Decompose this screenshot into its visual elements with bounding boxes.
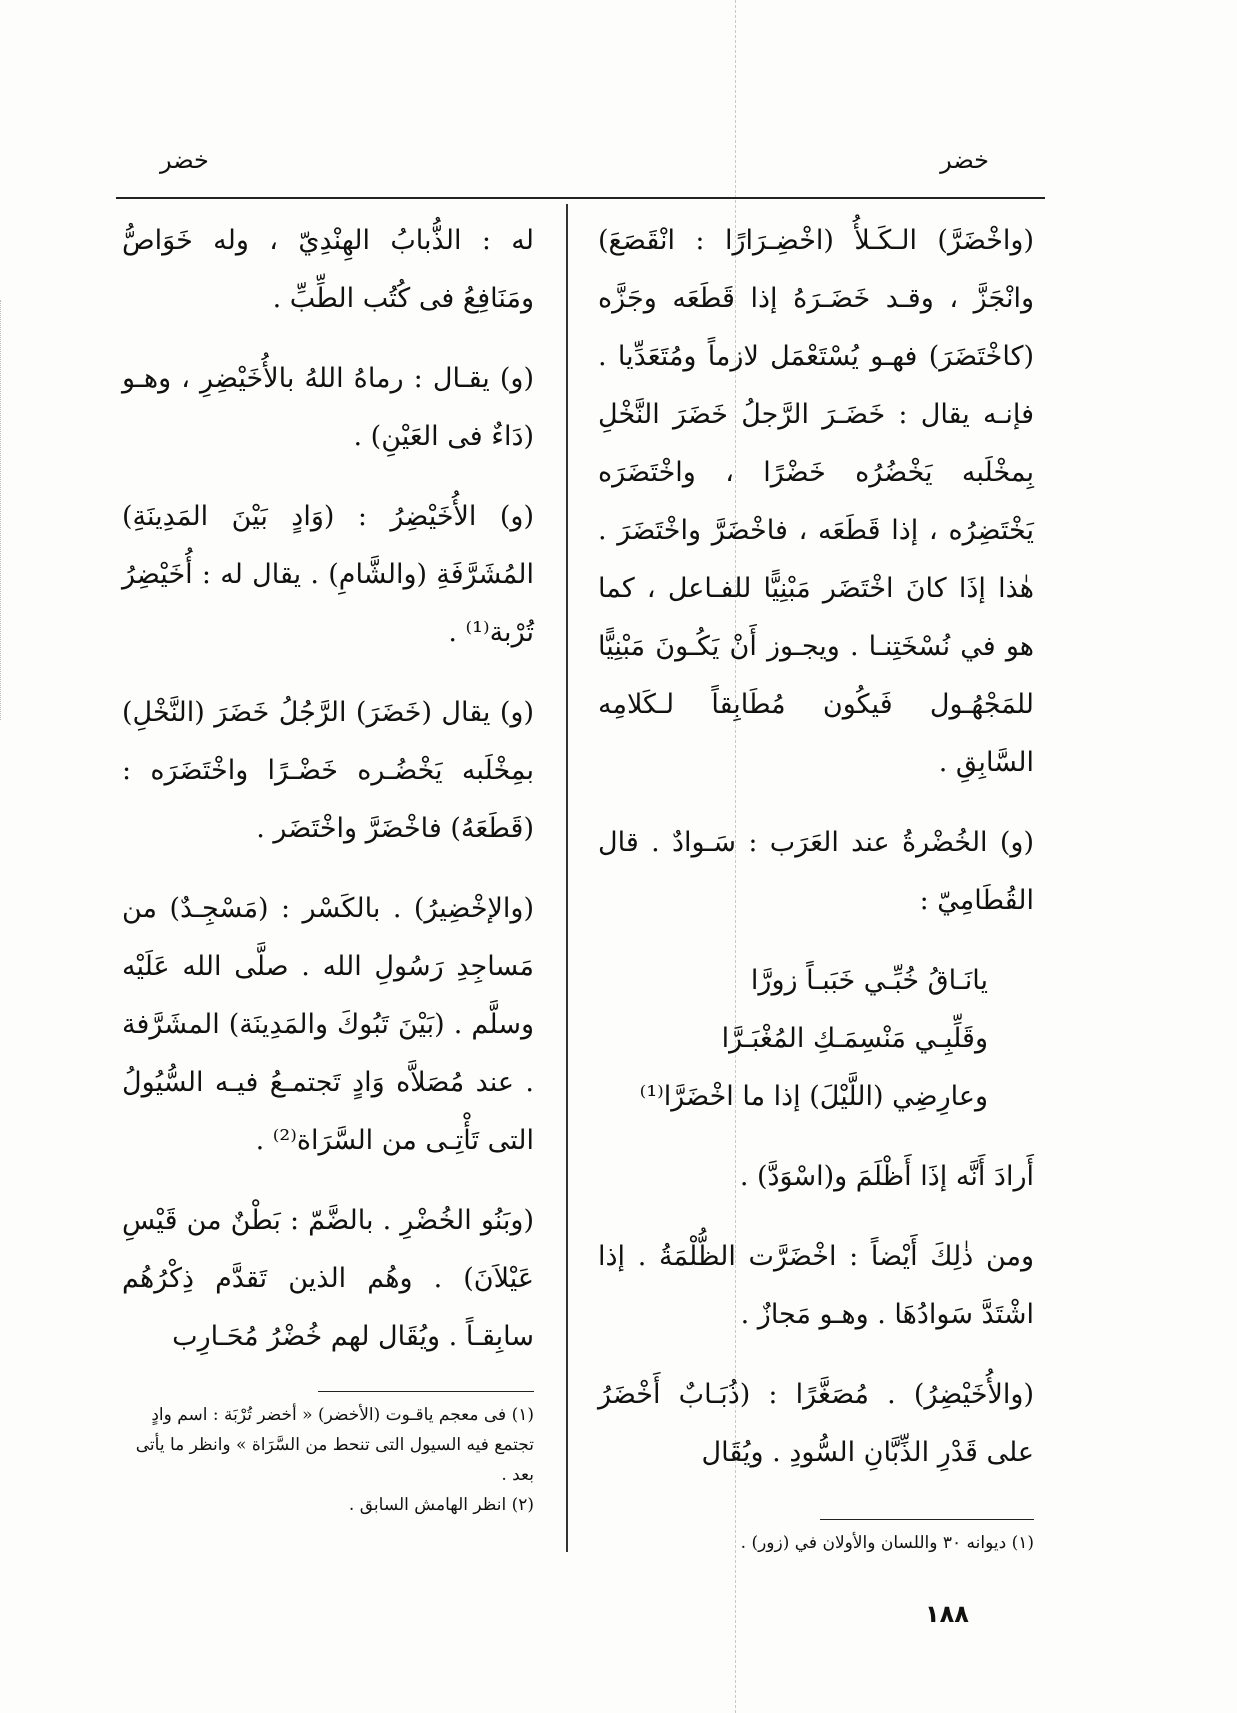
- footnote: (١) ديوانه ٣٠ واللسان والأولان في (زور) .: [740, 1533, 1034, 1553]
- entry-paragraph: (و) الخُضْرةُ عند العَرَب : سَـوادٌ . قال القُطَامِيّ :: [598, 827, 1034, 916]
- entry-paragraph: له : الذُّبابُ الهِنْدِيّ ، وله خَوَاصُّ ومَنَافِعُ فى كُتُب الطِّبِّ .: [122, 225, 534, 314]
- entry-paragraph: (والأُخَيْضِرُ) . مُصَغَّرًا : (ذُبَـابٌ أَخْضَرُ على قَدْرِ الذِّبَّانِ السُّودِ . ويُقَال: [598, 1379, 1034, 1468]
- footnote: (١) فى معجم ياقـوت (الأخضر) « أخضر تُرْبَة : اسم وادٍ تجتمع فيه السيول التى تنحط من السَّرَاة » وانظر ما يأتى بعد .: [135, 1405, 534, 1485]
- entry-paragraph: (واخْضَرَّ) الـكَـلأُ (اخْضِـرَارًا : انْقَصَعَ) وانْجَزَّ ، وقـد خَضَـرَهُ إذا قَطَعَه وجَزَّه (كاخْتَضَرَ) فهـو يُسْتَعْمَل لازماً ومُتَعَدِّيا . فإنـه يقال : خَضَـرَ الرَّجلُ خَضَرَ النَّخْلِ بِمخْلَبه يَخْضُرُه خَضْرًا ، واخْتَضَرَه يَخْتَضِرُه ، إذا قَطَعَه ، فاخْضَرَّ واخْتَضَرَ . هٰذا إذَا كانَ اخْتَضَر مَبْنِيًّا للفـاعل ، كما هو في نُسْخَتِنـا . ويجـوز أَنْ يَكُـونَ مَبْنِيًّا للمَجْهُـول فَيكُون مُطَابِقاً لـكَلامِه السَّابِقِ .: [598, 225, 1034, 778]
- entry-paragraph: (و) الأُخَيْضِرُ : (وَادٍ بَيْنَ المَدِينَةِ) المُشَرَّفَةِ (والشَّامِ) . يقال له : أُخَيْضِرُ تُرْبة⁽¹⁾ .: [122, 501, 534, 648]
- entry-paragraph: أَرادَ أَنَّه إذَا أَظْلَمَ و(اسْوَدَّ) .: [739, 1161, 1034, 1192]
- entry-paragraph: (والإخْضِيرُ) . بالكَسْر : (مَسْجِـدٌ) من مَساجِدِ رَسُولِ الله . صلَّى الله عَلَيْه وسلَّم . (بَيْنَ تَبُوكَ والمَدِينَة) المشَرَّفة . عند مُصَلاَّه وَادٍ تَجتمـعُ فيـه السُّيُولُ التى تَأْتِـى من السَّرَاة⁽²⁾ .: [122, 893, 534, 1156]
- header-rule: [116, 197, 1045, 199]
- page-edge-mark: [0, 300, 1, 720]
- footnote-rule-right: [820, 1519, 1034, 1520]
- footnote-rule-left: [318, 1391, 534, 1392]
- poem-verse: وقَلِّبِـي مَنْسِمَـكِ المُغْبَـرَّا: [721, 1023, 988, 1054]
- entry-paragraph: (و) يقال (خَضَرَ) الرَّجُلُ خَضَرَ (النَّخْلِ) بمِخْلَبه يَخْضُـره خَضْـرًا واخْتَضَرَه : (قَطَعَهُ) فاخْضَرَّ واخْتَضَر .: [122, 697, 534, 844]
- page-number: ١٨٨: [925, 1600, 969, 1628]
- right-column: [598, 212, 1034, 1504]
- footnote: (٢) انظر الهامش السابق .: [348, 1495, 534, 1515]
- footnotes-right: [640, 1528, 1034, 1558]
- header-word-right: خضر: [940, 146, 989, 174]
- column-divider: [566, 204, 568, 1552]
- footnotes-left: [122, 1400, 534, 1520]
- header-word-left: خضر: [160, 146, 209, 174]
- poem-verses: [598, 952, 1034, 1126]
- entry-paragraph: (و) يقـال : رماهُ اللهُ بالأُخَيْضِرِ ، وهـو (دَاءٌ فى العَيْنِ) .: [122, 363, 534, 452]
- left-column: [122, 212, 534, 1388]
- entry-paragraph: (وبَنُو الخُضْرِ . بالضَّمّ : بَطْنٌ من قَيْسِ عَيْلاَنَ) . وهُم الذين تَقدَّم ذِكْرُهُم سابِقـاً . ويُقَال لهم خُضْرُ مُحَـارِب: [122, 1205, 534, 1352]
- entry-paragraph: ومن ذٰلِكَ أَيْضاً : اخْضَرَّت الظُّلْمَةُ . إذا اشْتَدَّ سَوادُهَا . وهـو مَجازٌ .: [598, 1241, 1034, 1330]
- poem-verse: وعارِضِي (اللَّيْلَ) إذا ما اخْضَرَّا⁽¹⁾: [639, 1081, 988, 1112]
- poem-verse: يانَـاقُ خُبِّـي خَبَبـاً زورَّا: [750, 965, 988, 996]
